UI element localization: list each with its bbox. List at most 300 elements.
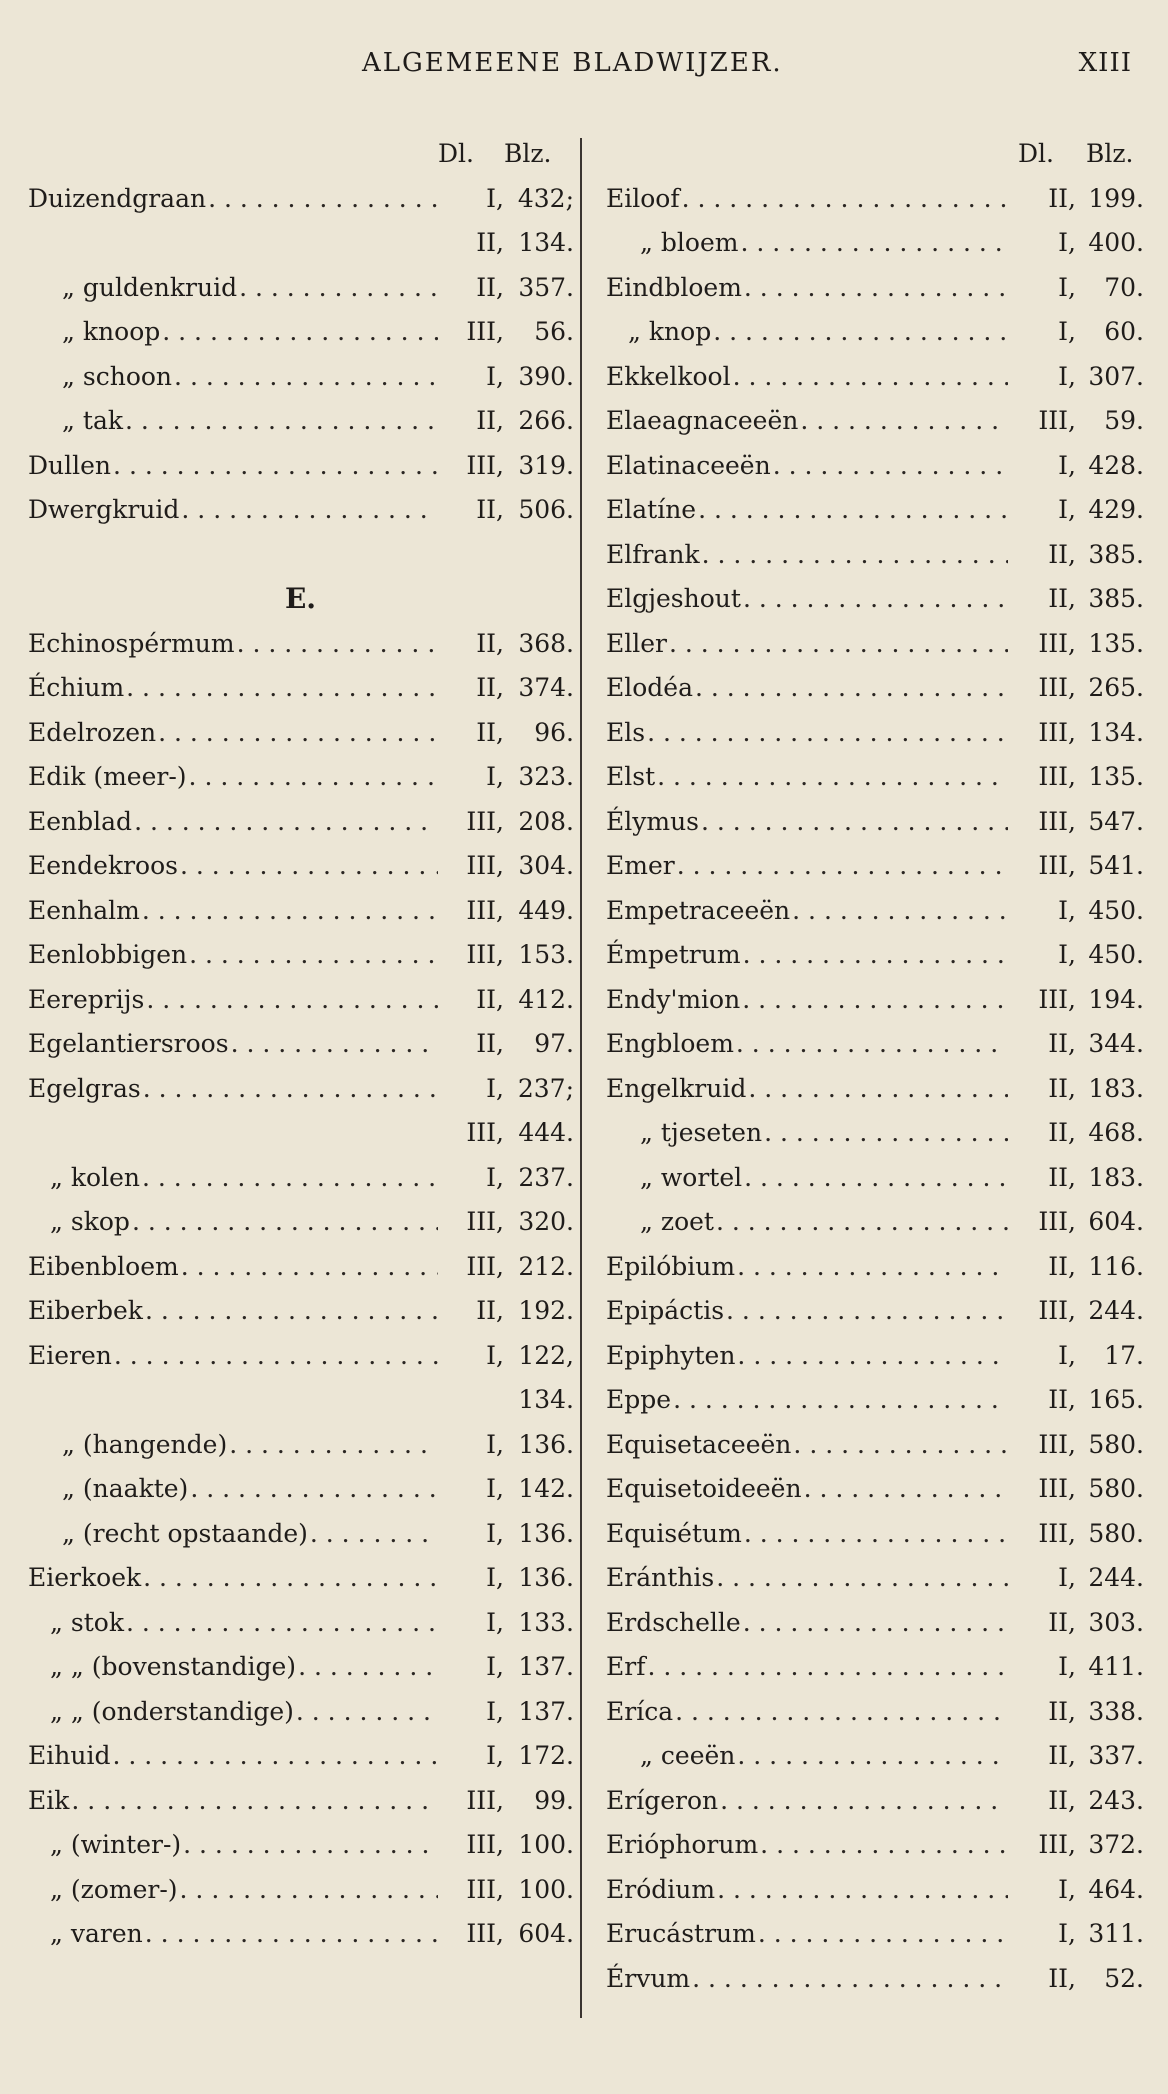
entry-volume: III, (1038, 628, 1076, 658)
entry-volume: I, (486, 1073, 504, 1103)
entry-text: Epipáctis (606, 1296, 725, 1325)
index-entry (606, 1645, 1142, 1690)
entry-name (606, 1111, 1008, 1156)
entry-text: Equisétum (606, 1518, 742, 1548)
entry-volume: II, (1048, 1029, 1076, 1058)
entry-page: 192. (518, 1296, 574, 1325)
index-entry (28, 221, 573, 266)
entry-name (28, 978, 438, 1023)
entry-volume: I, (486, 1474, 504, 1503)
entry-text: Epilóbium (606, 1251, 736, 1281)
entry-volume: I, (486, 1696, 504, 1726)
leader-dots (143, 1067, 438, 1112)
entry-page: 116. (1088, 1251, 1144, 1281)
leader-dots (142, 1156, 438, 1201)
index-entry (28, 1868, 573, 1913)
entry-text: „ stok (50, 1607, 124, 1637)
entry-name (606, 1734, 1008, 1779)
leader-dots (737, 1734, 1008, 1779)
entry-name (606, 221, 1008, 266)
leader-dots (804, 1467, 1008, 1512)
entry-text: Empetraceeën (606, 895, 791, 925)
leader-dots (713, 310, 1008, 355)
index-entry (606, 1467, 1142, 1512)
entry-name (28, 1734, 438, 1779)
entry-page: 547. (1088, 806, 1144, 836)
entry-page: 320. (518, 1207, 574, 1236)
entry-name (606, 1423, 1008, 1468)
entry-name (606, 1779, 1008, 1824)
entry-text: Eierkoek (28, 1563, 142, 1592)
index-entry (606, 1378, 1142, 1423)
entry-name (606, 310, 1008, 355)
index-entry (606, 1067, 1142, 1112)
entry-text: „ guldenkruid (62, 272, 238, 302)
leader-dots (296, 1690, 438, 1735)
entry-name (606, 1556, 1008, 1601)
leader-dots (298, 1645, 438, 1690)
leader-dots (737, 1334, 1008, 1379)
entry-text: Eik (28, 1785, 70, 1815)
leader-dots (181, 1245, 438, 1290)
index-entry (28, 1823, 573, 1868)
leader-dots (717, 1868, 1008, 1913)
entry-volume: III, (1038, 673, 1076, 702)
entry-text: Emer (606, 851, 675, 880)
index-entry (606, 1734, 1142, 1779)
index-entry (606, 1200, 1142, 1245)
entry-text: Eródium (606, 1874, 716, 1904)
entry-name (28, 1022, 438, 1067)
entry-name (28, 1245, 438, 1290)
entry-name (606, 978, 1008, 1023)
index-entry (606, 266, 1142, 311)
entry-name (606, 1378, 1008, 1423)
entry-page: 237; (517, 1073, 574, 1103)
entry-text: Engelkruid (606, 1073, 747, 1103)
blz-header: Blz. (504, 139, 552, 168)
entry-volume: III, (466, 1919, 504, 1948)
index-entry (28, 844, 573, 889)
entry-text: Elatinaceeën (606, 450, 771, 480)
entry-name (606, 177, 1008, 222)
leader-dots (673, 1378, 1008, 1423)
index-entry (28, 1067, 573, 1112)
entry-name (28, 1067, 438, 1112)
entry-text: Erióphorum (606, 1830, 759, 1859)
index-entry (606, 1957, 1142, 2002)
leader-dots (744, 266, 1008, 311)
entry-page: 100. (518, 1830, 574, 1859)
index-entry (606, 221, 1142, 266)
leader-dots (743, 1601, 1008, 1646)
leader-dots (733, 355, 1008, 400)
index-entry (606, 711, 1142, 756)
entry-name (28, 177, 438, 222)
index-entry (606, 1245, 1142, 1290)
entry-name (28, 889, 438, 934)
entry-text: Egelgras (28, 1073, 141, 1103)
index-entry (606, 844, 1142, 889)
index-entry (606, 1556, 1142, 1601)
entry-volume: II, (1048, 1073, 1076, 1103)
index-entry (28, 1111, 573, 1156)
entry-name (606, 577, 1008, 622)
entry-page: 60. (1104, 317, 1144, 346)
page-number: XIII (1078, 48, 1132, 78)
leader-dots (126, 1601, 438, 1646)
entry-page: 580. (1088, 1429, 1144, 1459)
index-entry (606, 1022, 1142, 1067)
leader-dots (744, 1156, 1008, 1201)
entry-page: 506. (518, 495, 574, 524)
entry-name (28, 1912, 438, 1957)
index-entry (28, 1601, 573, 1646)
entry-page: 137. (518, 1652, 574, 1681)
entry-name (28, 1868, 438, 1913)
entry-page: 153. (518, 940, 574, 969)
leader-dots (145, 1289, 438, 1334)
index-entry (606, 399, 1142, 444)
leader-dots (793, 1423, 1008, 1468)
entry-text: Eenlobbigen (28, 940, 188, 969)
entry-volume: I, (486, 1741, 504, 1770)
entry-volume: II, (476, 1029, 504, 1058)
index-entry (606, 889, 1142, 934)
index-entry (28, 1022, 573, 1067)
entry-text: Duizendgraan (28, 183, 207, 213)
entry-page: 134. (518, 1385, 574, 1414)
entry-page: 344. (1088, 1029, 1144, 1058)
entry-text: Equisetaceeën (606, 1429, 792, 1459)
column-divider (580, 138, 582, 2018)
entry-volume: III, (1038, 1830, 1076, 1859)
entry-page: 450. (1088, 895, 1144, 925)
index-entry (606, 666, 1142, 711)
index-entry (28, 1779, 573, 1824)
index-entry (606, 1111, 1142, 1156)
index-entry (606, 1423, 1142, 1468)
entry-page: 136. (518, 1518, 574, 1548)
entry-name (606, 1601, 1008, 1646)
entry-text: Dwergkruid (28, 495, 180, 524)
index-entry (606, 755, 1142, 800)
entry-page: 136. (518, 1429, 574, 1459)
entry-page: 199. (1088, 183, 1144, 213)
entry-page: 411. (1088, 1652, 1144, 1681)
entry-name (606, 266, 1008, 311)
entry-page: 59. (1104, 406, 1144, 435)
entry-name (28, 1512, 438, 1557)
entry-name (28, 1200, 438, 1245)
entry-volume: I, (1058, 940, 1076, 969)
entry-volume: I, (486, 1429, 504, 1459)
entry-volume: III, (466, 806, 504, 836)
leader-dots (647, 1645, 1008, 1690)
leader-dots (736, 1022, 1008, 1067)
entry-text: Erf (606, 1652, 646, 1681)
entry-page: 464. (1088, 1874, 1144, 1904)
leader-dots (647, 711, 1008, 756)
index-entry (606, 800, 1142, 845)
entry-page: 136. (518, 1563, 574, 1592)
leader-dots (174, 355, 438, 400)
entry-name (606, 488, 1008, 533)
entry-name (28, 1289, 438, 1334)
index-entry (606, 1690, 1142, 1735)
leader-dots (800, 399, 1008, 444)
index-entry (606, 1779, 1142, 1824)
index-entry (606, 488, 1142, 533)
leader-dots (114, 1334, 438, 1379)
entry-text: „ knop (628, 317, 712, 346)
index-entry (28, 711, 573, 756)
entry-volume: III, (1038, 1296, 1076, 1325)
entry-name (28, 1690, 438, 1735)
entry-volume: I, (1058, 1563, 1076, 1592)
entry-text: Eríca (606, 1696, 674, 1726)
entry-volume: II, (476, 673, 504, 702)
entry-name (28, 266, 438, 311)
entry-volume: II, (1048, 1162, 1076, 1192)
leader-dots (720, 1779, 1008, 1824)
entry-page: 444. (518, 1118, 574, 1147)
leader-dots (698, 488, 1008, 533)
entry-text: Eiberbek (28, 1296, 143, 1325)
entry-page: 304. (518, 851, 574, 880)
entry-volume: III, (466, 1118, 504, 1147)
entry-text: „ „ (onderstandige) (50, 1696, 294, 1726)
entry-text: „ skop (50, 1207, 130, 1236)
entry-page: 135. (1088, 628, 1144, 658)
index-entry (606, 1512, 1142, 1557)
leader-dots (181, 488, 438, 533)
entry-text: Egelantiersroos (28, 1029, 229, 1058)
entry-page: 97. (534, 1029, 574, 1058)
index-entry (28, 399, 573, 444)
entry-page: 385. (1088, 539, 1144, 569)
entry-text: „ ceeën (640, 1741, 736, 1770)
entry-volume: II, (1048, 183, 1076, 213)
leader-dots (758, 1912, 1008, 1957)
entry-volume: I, (1058, 1874, 1076, 1904)
entry-volume: III, (466, 1830, 504, 1859)
index-entry (28, 1912, 573, 1957)
leader-dots (71, 1779, 438, 1824)
entry-page: 390. (518, 361, 574, 391)
index-entry (606, 1334, 1142, 1379)
entry-volume: II, (1048, 1118, 1076, 1147)
running-title: ALGEMEENE BLADWIJZER. (362, 48, 783, 78)
entry-text: Eieren (28, 1340, 112, 1370)
leader-dots (134, 800, 438, 845)
leader-dots (146, 978, 438, 1023)
entry-volume: I, (1058, 361, 1076, 391)
entry-name (28, 800, 438, 845)
entry-volume: III, (466, 317, 504, 346)
leader-dots (158, 711, 438, 756)
entry-volume: III, (466, 940, 504, 969)
section-letter-row (28, 533, 573, 622)
leader-dots (162, 310, 438, 355)
entry-page: 432; (517, 183, 574, 213)
entry-text: Edik (meer-) (28, 762, 187, 791)
leader-dots (239, 266, 438, 311)
entry-text: Erucástrum (606, 1919, 756, 1948)
entry-volume: III, (466, 1874, 504, 1904)
entry-text: Émpetrum (606, 940, 741, 969)
entry-volume: III, (1038, 1474, 1076, 1503)
entry-text: Echinospérmum (28, 628, 235, 658)
entry-volume: II, (1048, 1385, 1076, 1414)
entry-text: Eibenbloem (28, 1251, 179, 1281)
index-entry (28, 1289, 573, 1334)
index-entry (28, 755, 573, 800)
right-entries (606, 177, 1142, 2002)
entry-volume: I, (486, 183, 504, 213)
leader-dots (702, 533, 1008, 578)
entry-name (28, 1467, 438, 1512)
leader-dots (743, 933, 1008, 978)
entry-name (28, 1334, 438, 1379)
entry-name (28, 933, 438, 978)
entry-text: Elst (606, 762, 656, 791)
entry-name (606, 1645, 1008, 1690)
index-entry (606, 622, 1142, 667)
entry-text: „ knoop (62, 317, 161, 346)
leader-dots (742, 978, 1008, 1023)
entry-text: Erígeron (606, 1785, 719, 1815)
leader-dots (773, 444, 1008, 489)
entry-name (28, 1156, 438, 1201)
entry-volume: III, (1038, 1429, 1076, 1459)
dl-header: Dl. (1018, 139, 1054, 168)
entry-name (606, 1022, 1008, 1067)
entry-volume: I, (1058, 228, 1076, 257)
entry-volume: II, (476, 717, 504, 747)
entry-name (606, 1200, 1008, 1245)
entry-page: 212. (518, 1251, 574, 1281)
entry-name (606, 1512, 1008, 1557)
leader-dots (231, 1022, 438, 1067)
entry-page: 307. (1088, 361, 1144, 391)
entry-page: 135. (1088, 762, 1144, 791)
entry-page: 580. (1088, 1474, 1144, 1503)
entry-page: 137. (518, 1696, 574, 1726)
entry-name (28, 1779, 438, 1824)
entry-name (28, 711, 438, 756)
entry-page: 311. (1088, 1919, 1144, 1948)
entry-volume: I, (1058, 1340, 1076, 1370)
left-entries (28, 177, 573, 1957)
entry-volume: II, (1048, 1785, 1076, 1815)
entry-name (28, 355, 438, 400)
entry-volume: I, (1058, 895, 1076, 925)
index-entry (28, 889, 573, 934)
entry-text: Eenblad (28, 806, 133, 836)
entry-volume: II, (476, 272, 504, 302)
entry-name (606, 1467, 1008, 1512)
entry-name (606, 1289, 1008, 1334)
entry-page: 400. (1088, 228, 1144, 257)
leader-dots (132, 1200, 438, 1245)
entry-text: Eendekroos (28, 851, 178, 880)
index-entry (28, 1690, 573, 1735)
index-entry (606, 355, 1142, 400)
entry-name (606, 1245, 1008, 1290)
entry-name (606, 1957, 1008, 2002)
index-entry (606, 1823, 1142, 1868)
entry-page: 194. (1088, 984, 1144, 1014)
entry-page: 52. (1104, 1963, 1144, 1993)
entry-name (28, 755, 438, 800)
entry-volume: I, (486, 1162, 504, 1192)
leader-dots (180, 1868, 438, 1913)
index-entry (28, 1245, 573, 1290)
leader-dots (229, 1423, 438, 1468)
right-column (606, 132, 1142, 2001)
entry-name (28, 1601, 438, 1646)
entry-volume: I, (1058, 1919, 1076, 1948)
entry-text: Equisetoideeën (606, 1474, 802, 1503)
entry-page: 450. (1088, 940, 1144, 969)
entry-name (606, 844, 1008, 889)
left-column-header (28, 132, 573, 177)
entry-name (606, 1690, 1008, 1735)
entry-page: 338. (1088, 1696, 1144, 1726)
entry-name (28, 1823, 438, 1868)
entry-name (28, 1556, 438, 1601)
leader-dots (183, 1823, 438, 1868)
entry-text: Endy'mion (606, 984, 741, 1014)
entry-name (28, 310, 438, 355)
entry-name (606, 889, 1008, 934)
entry-page: 604. (1088, 1207, 1144, 1236)
entry-page: 183. (1088, 1073, 1144, 1103)
entry-name (606, 444, 1008, 489)
leader-dots (692, 1957, 1008, 2002)
entry-page: 323. (518, 762, 574, 791)
entry-page: 541. (1088, 851, 1144, 880)
entry-volume: III, (1038, 806, 1076, 836)
leader-dots (743, 577, 1008, 622)
entry-text: Eihuid (28, 1741, 111, 1770)
index-entry (28, 1334, 573, 1379)
entry-volume: II, (1048, 1251, 1076, 1281)
entry-page: 208. (518, 806, 574, 836)
index-entry (606, 533, 1142, 578)
index-entry (606, 1912, 1142, 1957)
entry-page: 172. (518, 1741, 574, 1770)
index-entry (606, 978, 1142, 1023)
entry-text: „ (recht opstaande) (62, 1518, 308, 1548)
leader-dots (112, 1734, 438, 1779)
entry-name (606, 399, 1008, 444)
entry-text: Eiloof (606, 183, 680, 213)
leader-dots (143, 1556, 438, 1601)
entry-text: „ schoon (62, 361, 173, 391)
entry-text: Eereprijs (28, 984, 145, 1014)
entry-text: „ „ (bovenstandige) (50, 1652, 297, 1681)
entry-name (28, 844, 438, 889)
leader-dots (701, 800, 1008, 845)
leader-dots (142, 889, 438, 934)
entry-text: Ekkelkool (606, 361, 731, 391)
leader-dots (189, 933, 438, 978)
entry-name (606, 933, 1008, 978)
leader-dots (180, 844, 438, 889)
entry-text: Eller (606, 628, 667, 658)
